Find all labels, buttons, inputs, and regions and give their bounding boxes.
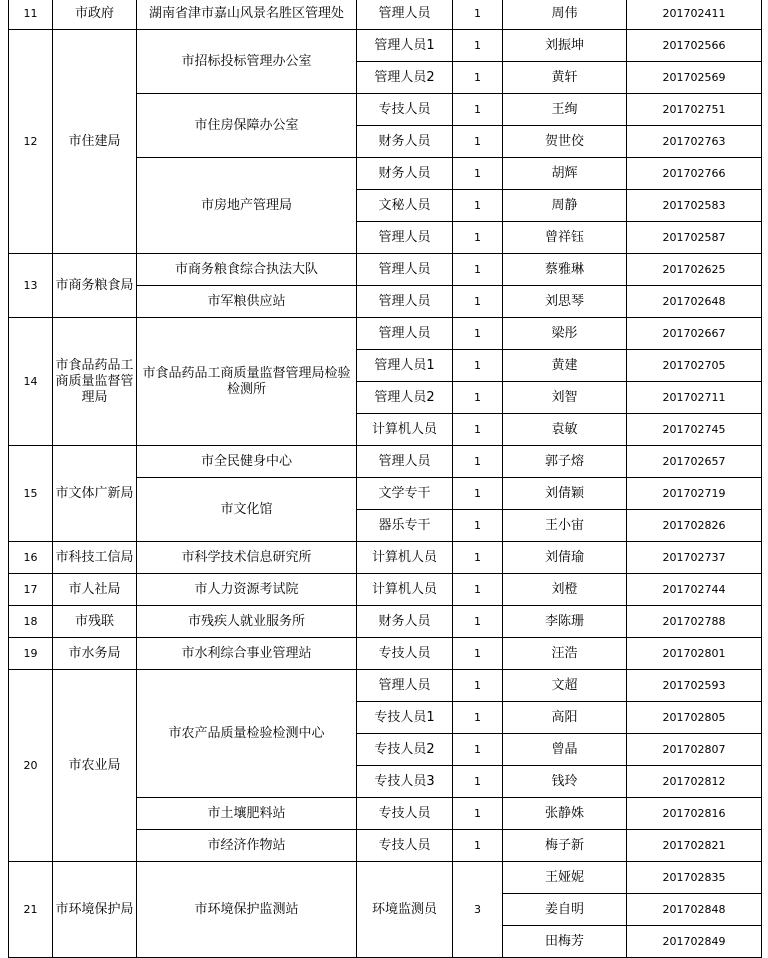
post-name: 管理人员 — [357, 318, 453, 350]
exam-id: 201702719 — [627, 478, 762, 510]
group-number: 18 — [9, 606, 53, 638]
post-name: 管理人员 — [357, 0, 453, 30]
hire-count: 1 — [453, 798, 503, 830]
person-name: 刘倩颖 — [503, 478, 627, 510]
exam-id: 201702849 — [627, 926, 762, 958]
post-name: 财务人员 — [357, 126, 453, 158]
person-name: 文超 — [503, 670, 627, 702]
exam-id: 201702801 — [627, 638, 762, 670]
exam-id: 201702593 — [627, 670, 762, 702]
person-name: 胡辉 — [503, 158, 627, 190]
department-name: 市环境保护局 — [53, 862, 137, 958]
exam-id: 201702625 — [627, 254, 762, 286]
person-name: 周伟 — [503, 0, 627, 30]
group-number: 14 — [9, 318, 53, 446]
group-number: 16 — [9, 542, 53, 574]
person-name: 贺世佼 — [503, 126, 627, 158]
hire-count: 1 — [453, 382, 503, 414]
person-name: 梅子新 — [503, 830, 627, 862]
hire-count: 1 — [453, 62, 503, 94]
table-row — [9, 446, 762, 478]
exam-id: 201702737 — [627, 542, 762, 574]
unit-name: 市商务粮食综合执法大队 — [137, 254, 357, 286]
group-number: 19 — [9, 638, 53, 670]
department-name: 市商务粮食局 — [53, 254, 137, 318]
department-name: 市文体广新局 — [53, 446, 137, 542]
hire-count: 1 — [453, 606, 503, 638]
exam-id: 201702711 — [627, 382, 762, 414]
post-name: 文学专干 — [357, 478, 453, 510]
exam-id: 201702705 — [627, 350, 762, 382]
department-name: 市住建局 — [53, 30, 137, 254]
hire-count: 1 — [453, 0, 503, 30]
unit-name: 湖南省津市嘉山风景名胜区管理处 — [137, 0, 357, 30]
hire-count: 1 — [453, 510, 503, 542]
post-name: 专技人员 — [357, 94, 453, 126]
post-name: 计算机人员 — [357, 542, 453, 574]
table-row — [9, 254, 762, 286]
department-name: 市农业局 — [53, 670, 137, 862]
unit-name: 市食品药品工商质量监督管理局检验检测所 — [137, 318, 357, 446]
exam-id: 201702848 — [627, 894, 762, 926]
table-row — [9, 574, 762, 606]
exam-id: 201702566 — [627, 30, 762, 62]
unit-name: 市水利综合事业管理站 — [137, 638, 357, 670]
person-name: 刘倩瑜 — [503, 542, 627, 574]
person-name: 郭子熔 — [503, 446, 627, 478]
post-name: 管理人员1 — [357, 30, 453, 62]
post-name: 专技人员3 — [357, 766, 453, 798]
post-name: 财务人员 — [357, 158, 453, 190]
post-name: 管理人员1 — [357, 350, 453, 382]
post-name: 专技人员2 — [357, 734, 453, 766]
hire-count: 1 — [453, 446, 503, 478]
post-name: 管理人员 — [357, 446, 453, 478]
hire-count: 1 — [453, 414, 503, 446]
hire-count: 1 — [453, 126, 503, 158]
exam-id: 201702812 — [627, 766, 762, 798]
exam-id: 201702745 — [627, 414, 762, 446]
table-row — [9, 606, 762, 638]
hire-count: 1 — [453, 254, 503, 286]
table-row — [9, 542, 762, 574]
exam-id: 201702805 — [627, 702, 762, 734]
hire-count: 1 — [453, 638, 503, 670]
unit-name: 市住房保障办公室 — [137, 94, 357, 158]
table-row — [9, 670, 762, 702]
admission-table — [8, 0, 762, 958]
hire-count: 1 — [453, 222, 503, 254]
department-name: 市食品药品工商质量监督管理局 — [53, 318, 137, 446]
person-name: 刘智 — [503, 382, 627, 414]
post-name: 专技人员1 — [357, 702, 453, 734]
post-name: 专技人员 — [357, 638, 453, 670]
post-name: 文秘人员 — [357, 190, 453, 222]
hire-count: 1 — [453, 318, 503, 350]
person-name: 钱玲 — [503, 766, 627, 798]
unit-name: 市人力资源考试院 — [137, 574, 357, 606]
hire-count: 1 — [453, 830, 503, 862]
hire-count: 1 — [453, 670, 503, 702]
post-name: 计算机人员 — [357, 414, 453, 446]
person-name: 王绚 — [503, 94, 627, 126]
table-row — [9, 30, 762, 62]
exam-id: 201702807 — [627, 734, 762, 766]
unit-name: 市农产品质量检验检测中心 — [137, 670, 357, 798]
table-row — [9, 638, 762, 670]
hire-count: 1 — [453, 94, 503, 126]
unit-name: 市科学技术信息研究所 — [137, 542, 357, 574]
person-name: 周静 — [503, 190, 627, 222]
post-name: 计算机人员 — [357, 574, 453, 606]
post-name: 财务人员 — [357, 606, 453, 638]
department-name: 市科技工信局 — [53, 542, 137, 574]
exam-id: 201702821 — [627, 830, 762, 862]
post-name: 专技人员 — [357, 830, 453, 862]
hire-count: 1 — [453, 350, 503, 382]
person-name: 曾晶 — [503, 734, 627, 766]
post-name: 管理人员2 — [357, 382, 453, 414]
group-number: 13 — [9, 254, 53, 318]
person-name: 黄建 — [503, 350, 627, 382]
group-number: 17 — [9, 574, 53, 606]
person-name: 刘振坤 — [503, 30, 627, 62]
person-name: 王小宙 — [503, 510, 627, 542]
person-name: 王娅妮 — [503, 862, 627, 894]
unit-name: 市残疾人就业服务所 — [137, 606, 357, 638]
table-row — [9, 0, 762, 30]
group-number: 21 — [9, 862, 53, 958]
hire-count: 1 — [453, 766, 503, 798]
exam-id: 201702763 — [627, 126, 762, 158]
person-name: 张静姝 — [503, 798, 627, 830]
post-name: 管理人员 — [357, 670, 453, 702]
person-name: 刘思琴 — [503, 286, 627, 318]
department-name: 市水务局 — [53, 638, 137, 670]
post-name: 管理人员 — [357, 286, 453, 318]
post-name: 专技人员 — [357, 798, 453, 830]
hire-count: 1 — [453, 30, 503, 62]
post-name: 管理人员2 — [357, 62, 453, 94]
unit-name: 市房地产管理局 — [137, 158, 357, 254]
person-name: 高阳 — [503, 702, 627, 734]
hire-count: 1 — [453, 702, 503, 734]
hire-count: 1 — [453, 542, 503, 574]
exam-id: 201702744 — [627, 574, 762, 606]
unit-name: 市全民健身中心 — [137, 446, 357, 478]
hire-count: 3 — [453, 862, 503, 958]
table-row — [9, 318, 762, 350]
unit-name: 市经济作物站 — [137, 830, 357, 862]
hire-count: 1 — [453, 158, 503, 190]
person-name: 李陈珊 — [503, 606, 627, 638]
hire-count: 1 — [453, 734, 503, 766]
exam-id: 201702816 — [627, 798, 762, 830]
person-name: 曾祥钰 — [503, 222, 627, 254]
person-name: 蔡雅琳 — [503, 254, 627, 286]
exam-id: 201702835 — [627, 862, 762, 894]
person-name: 黄轩 — [503, 62, 627, 94]
department-name: 市人社局 — [53, 574, 137, 606]
person-name: 田梅芳 — [503, 926, 627, 958]
post-name: 管理人员 — [357, 222, 453, 254]
unit-name: 市环境保护监测站 — [137, 862, 357, 958]
exam-id: 201702751 — [627, 94, 762, 126]
post-name: 环境监测员 — [357, 862, 453, 958]
group-number: 11 — [9, 0, 53, 30]
hire-count: 1 — [453, 478, 503, 510]
unit-name: 市文化馆 — [137, 478, 357, 542]
hire-count: 1 — [453, 190, 503, 222]
unit-name: 市招标投标管理办公室 — [137, 30, 357, 94]
post-name: 管理人员 — [357, 254, 453, 286]
person-name: 刘橙 — [503, 574, 627, 606]
exam-id: 201702766 — [627, 158, 762, 190]
exam-id: 201702648 — [627, 286, 762, 318]
group-number: 15 — [9, 446, 53, 542]
exam-id: 201702583 — [627, 190, 762, 222]
hire-count: 1 — [453, 574, 503, 606]
exam-id: 201702569 — [627, 62, 762, 94]
table-body — [9, 0, 762, 958]
department-name: 市残联 — [53, 606, 137, 638]
unit-name: 市土壤肥料站 — [137, 798, 357, 830]
exam-id: 201702411 — [627, 0, 762, 30]
exam-id: 201702657 — [627, 446, 762, 478]
exam-id: 201702826 — [627, 510, 762, 542]
exam-id: 201702587 — [627, 222, 762, 254]
person-name: 汪浩 — [503, 638, 627, 670]
group-number: 20 — [9, 670, 53, 862]
person-name: 梁彤 — [503, 318, 627, 350]
person-name: 袁敏 — [503, 414, 627, 446]
post-name: 器乐专干 — [357, 510, 453, 542]
exam-id: 201702667 — [627, 318, 762, 350]
group-number: 12 — [9, 30, 53, 254]
hire-count: 1 — [453, 286, 503, 318]
exam-id: 201702788 — [627, 606, 762, 638]
department-name: 市政府 — [53, 0, 137, 30]
unit-name: 市军粮供应站 — [137, 286, 357, 318]
table-row — [9, 862, 762, 894]
person-name: 姜自明 — [503, 894, 627, 926]
